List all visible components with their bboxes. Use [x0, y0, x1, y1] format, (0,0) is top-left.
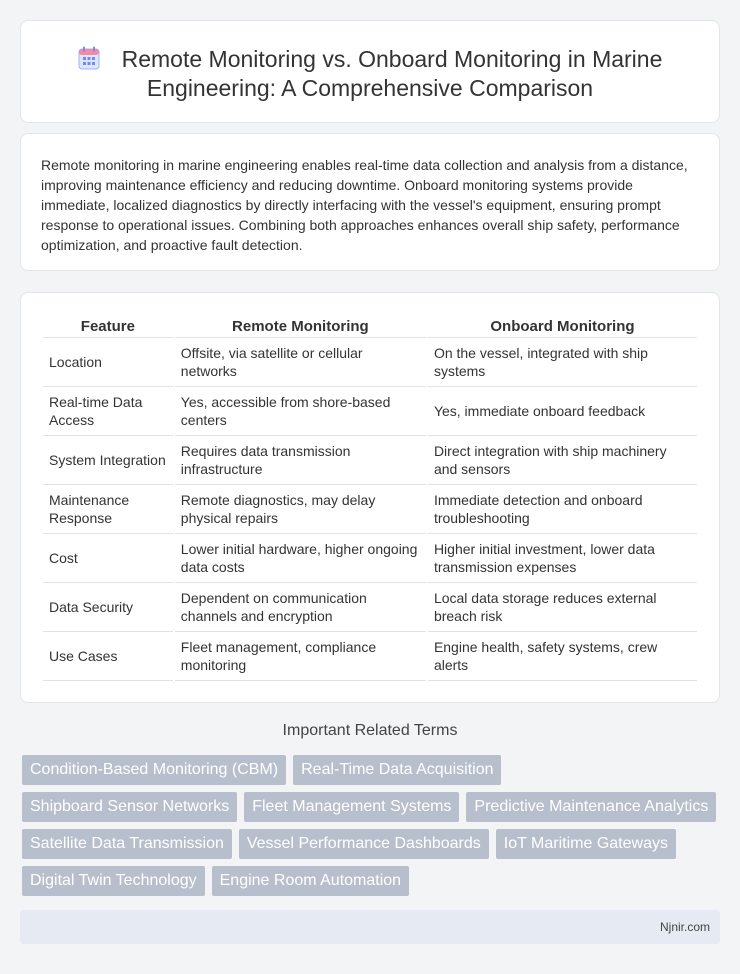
title-card [20, 20, 720, 123]
table-row [43, 583, 697, 632]
title-line-2: Engineering: A Comprehensive Comparison [146, 75, 594, 101]
header-onboard: Onboard Monitoring [428, 314, 697, 338]
cell-remote: Remote diagnostics, may delay physical repairs [175, 485, 426, 534]
related-terms-list [22, 755, 722, 903]
cell-feature: Maintenance Response [43, 485, 173, 534]
table-row [43, 387, 697, 436]
table-row [43, 436, 697, 485]
cell-remote: Dependent on communication channels and encryption [175, 583, 426, 632]
cell-feature: Real-time Data Access [43, 387, 173, 436]
header-feature: Feature [43, 314, 173, 338]
intro-paragraph: Remote monitoring in marine engineering enables real-time data collection and analysis from a distance, improving maintenance efficiency and reducing downtime. Onboard monitoring systems provide immediate, localized diagnostics by directly interfacing with the vessel's equipment, ensuring prompt response to operational issues. Combining both approaches enhances overall ship safety, performance optimization, and proactive fault detection. [41, 157, 688, 253]
related-term-tag[interactable]: Shipboard Sensor Networks [22, 792, 237, 822]
table-row [43, 632, 697, 681]
page-title [21, 45, 719, 103]
table-header-row [43, 314, 697, 338]
intro-card [20, 133, 720, 271]
cell-onboard: Local data storage reduces external breach risk [428, 583, 697, 632]
cell-onboard: Direct integration with ship machinery and sensors [428, 436, 697, 485]
cell-remote: Yes, accessible from shore-based centers [175, 387, 426, 436]
cell-feature: Use Cases [43, 632, 173, 681]
cell-feature: Cost [43, 534, 173, 583]
related-term-tag[interactable]: Digital Twin Technology [22, 866, 205, 896]
cell-onboard: Yes, immediate onboard feedback [428, 387, 697, 436]
related-term-tag[interactable]: Condition-Based Monitoring (CBM) [22, 755, 286, 785]
header-remote: Remote Monitoring [175, 314, 426, 338]
footer-bar [20, 910, 720, 944]
table-row [43, 338, 697, 387]
cell-feature: Data Security [43, 583, 173, 632]
related-terms-title: Important Related Terms [282, 722, 458, 739]
table-row [43, 485, 697, 534]
cell-onboard: Higher initial investment, lower data transmission expenses [428, 534, 697, 583]
related-term-tag[interactable]: Fleet Management Systems [244, 792, 459, 822]
footer-site-name[interactable]: Njnir.com [659, 920, 710, 934]
cell-onboard: Immediate detection and onboard troubleshooting [428, 485, 697, 534]
related-term-tag[interactable]: Vessel Performance Dashboards [239, 829, 489, 859]
cell-onboard: On the vessel, integrated with ship systems [428, 338, 697, 387]
cell-remote: Offsite, via satellite or cellular networks [175, 338, 426, 387]
related-term-tag[interactable]: Engine Room Automation [212, 866, 409, 896]
title-line-1: Remote Monitoring vs. Onboard Monitoring in Marine [121, 46, 663, 72]
cell-onboard: Engine health, safety systems, crew alerts [428, 632, 697, 681]
cell-remote: Requires data transmission infrastructure [175, 436, 426, 485]
related-term-tag[interactable]: IoT Maritime Gateways [496, 829, 676, 859]
comparison-table [41, 314, 699, 681]
cell-feature: System Integration [43, 436, 173, 485]
table-row [43, 534, 697, 583]
related-term-tag[interactable]: Predictive Maintenance Analytics [466, 792, 716, 822]
related-term-tag[interactable]: Satellite Data Transmission [22, 829, 232, 859]
cell-feature: Location [43, 338, 173, 387]
cell-remote: Lower initial hardware, higher ongoing data costs [175, 534, 426, 583]
cell-remote: Fleet management, compliance monitoring [175, 632, 426, 681]
comparison-table-card [20, 292, 720, 703]
related-term-tag[interactable]: Real-Time Data Acquisition [293, 755, 501, 785]
calendar-icon [78, 46, 100, 70]
